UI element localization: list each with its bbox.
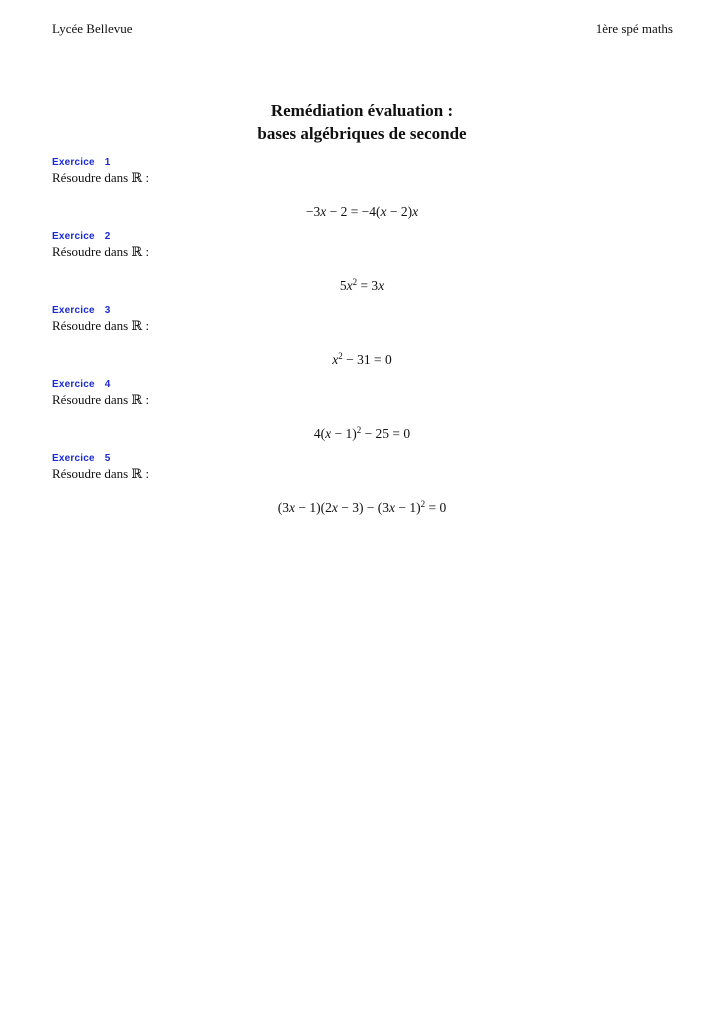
exercise-equation: $5x^2 = 3x$: [339, 277, 385, 293]
exercise-heading: [52, 231, 672, 243]
header-school: Lycée Bellevue: [52, 21, 133, 36]
exercise-prompt: Résoudre dans ℝ :: [52, 318, 150, 333]
exercise-equation: $(3x - 1)(2x - 3) - (3x - 1)^2 = 0$: [277, 499, 447, 515]
exercise-number: 4: [104, 379, 111, 390]
document-title: [0, 99, 724, 145]
exercise-equation: $4(x - 1)^2 - 25 = 0$: [313, 425, 411, 441]
exercise-3: [52, 305, 672, 367]
exercise-5: [52, 453, 672, 515]
header-class: 1ère spé maths: [595, 21, 673, 36]
exercise-2: [52, 231, 672, 293]
exercise-number: 3: [104, 305, 111, 316]
title-line-2: bases algébriques de seconde: [257, 124, 467, 143]
exercise-label: Exercice: [52, 157, 95, 168]
exercise-label: Exercice: [52, 379, 95, 390]
exercise-label: Exercice: [52, 305, 95, 316]
exercise-heading: [52, 305, 672, 317]
exercise-equation: $x^2 - 31 = 0$: [332, 351, 392, 367]
exercise-prompt: Résoudre dans ℝ :: [52, 466, 150, 481]
title-line-1: Remédiation évaluation :: [270, 101, 454, 120]
exercise-4: [52, 379, 672, 441]
exercise-label: Exercice: [52, 453, 95, 464]
exercise-heading: [52, 157, 672, 169]
exercise-label: Exercice: [52, 231, 95, 242]
exercise-prompt: Résoudre dans ℝ :: [52, 170, 150, 185]
exercise-prompt: Résoudre dans ℝ :: [52, 244, 150, 259]
exercise-heading: [52, 453, 672, 465]
exercise-equation: −3x − 2 = −4(x − 2)x: [305, 204, 419, 219]
exercise-heading: [52, 379, 672, 391]
exercise-number: 5: [104, 453, 111, 464]
exercise-prompt: Résoudre dans ℝ :: [52, 392, 150, 407]
exercise-number: 2: [104, 231, 111, 242]
exercise-number: 1: [104, 157, 111, 168]
exercise-1: [52, 157, 672, 219]
